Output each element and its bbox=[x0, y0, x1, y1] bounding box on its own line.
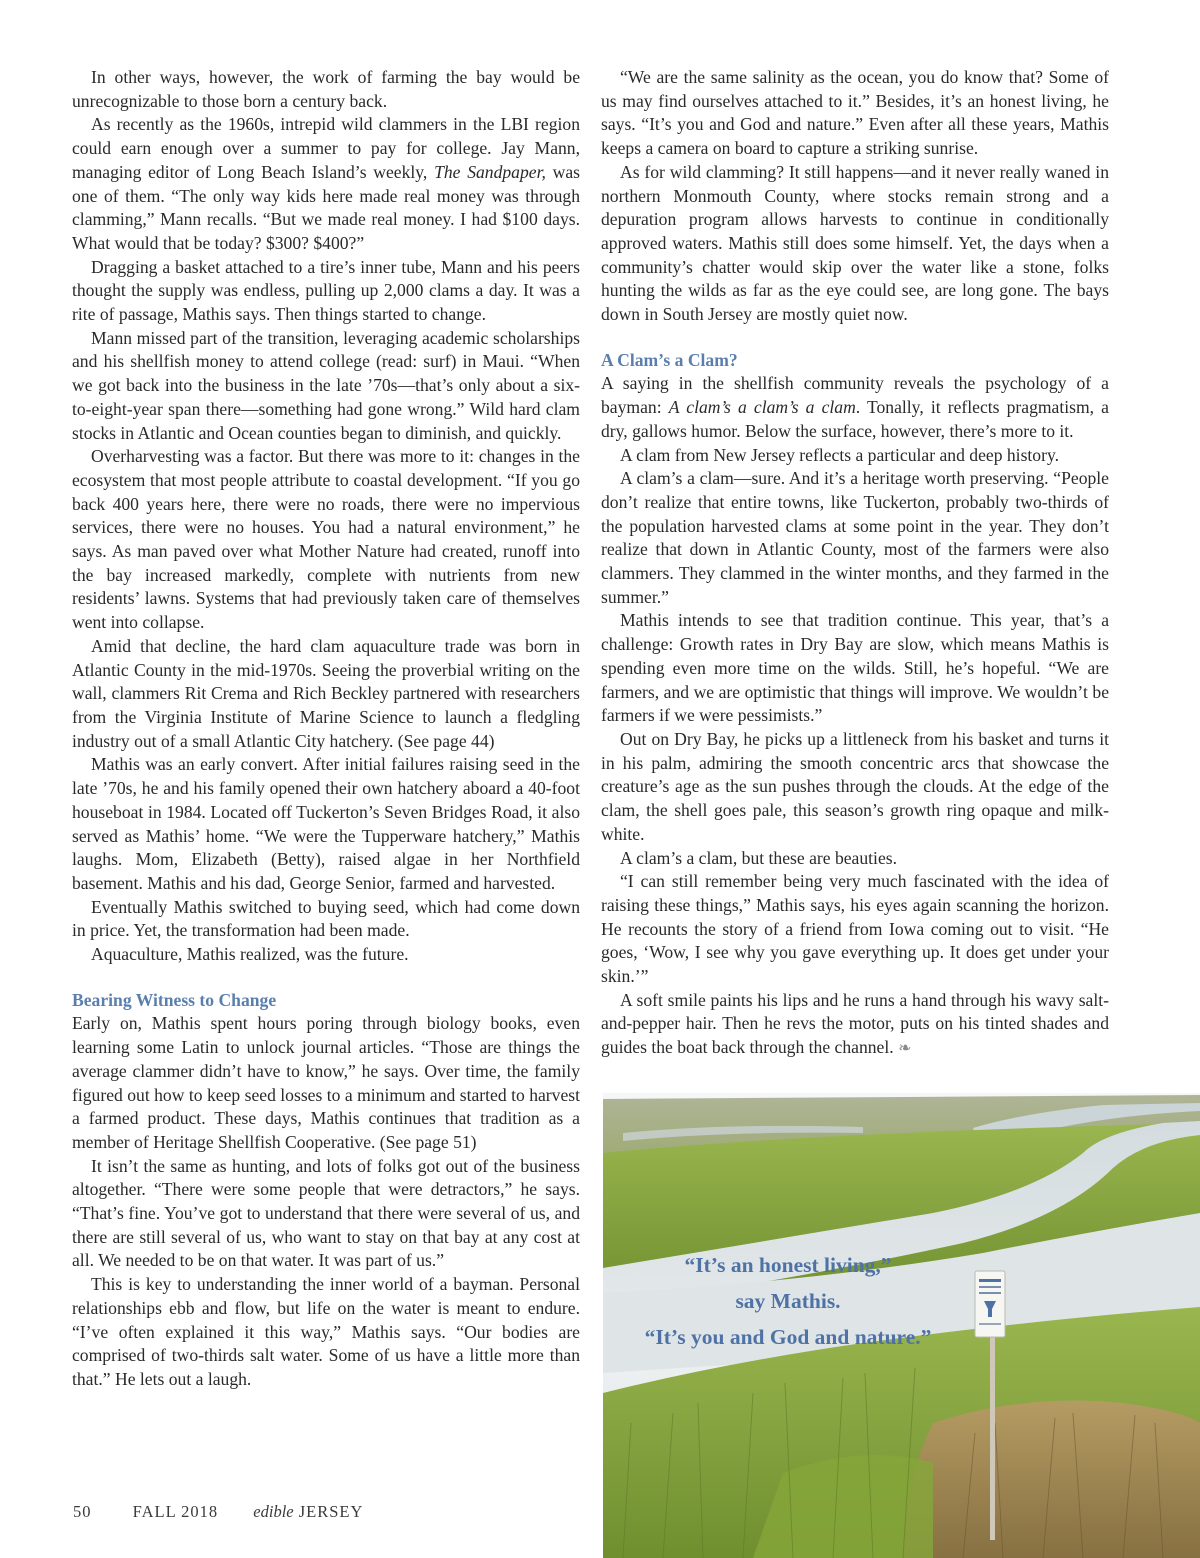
paragraph-text: As recently as the 1960s, intrepid wild clammers in the LBI region could earn enough over a summer to pay for college. Jay Mann, managing editor of Long Beach Island’s weekly, bbox=[72, 114, 580, 182]
page-footer bbox=[73, 1502, 363, 1522]
magazine-name: JERSEY bbox=[298, 1502, 364, 1521]
paragraph-text: . Tonally, it reflects pragmatism, a dry, gallows humor. Below the surface, however, there’s more to it. bbox=[601, 397, 1109, 441]
pull-quote bbox=[618, 1247, 958, 1355]
paragraph bbox=[72, 113, 580, 255]
pull-quote-line: “It’s an honest living,” bbox=[684, 1253, 892, 1277]
paragraph-text: A saying in the shellfish community reveals the psychology of a bayman: bbox=[601, 373, 1109, 418]
paragraph bbox=[601, 372, 1109, 443]
page-number: 50 bbox=[73, 1502, 92, 1521]
paragraph: A clam from New Jersey reflects a particular and deep history. bbox=[620, 444, 1060, 465]
paragraph bbox=[601, 989, 1109, 1061]
paragraph: Overharvesting was a factor. But there was more to it: changes in the ecosystem that most people attribute to coastal development. “If you go back 400 years here, there were no roads, there were no impervious services, there were no houses. You had a natural environment,” he says. As man paved over what Mother Nature had created, runoff into the bay increased markedly, complete with nutrients from new residents’ lawns. Systems that had previously taken care of themselves went into collapse. bbox=[72, 446, 580, 633]
sign-post bbox=[990, 1325, 995, 1540]
publication-title: The Sandpaper, bbox=[434, 161, 546, 182]
paragraph: Mathis intends to see that tradition continue. This year, that’s a challenge: Growth rates in Dry Bay are slow, which means Mathis is spending even more time on the wilds. Still, he’s hopeful. “We are farmers, and we are optimistic that things will improve. We wouldn’t be farmers if we were pessimists.” bbox=[601, 610, 1109, 726]
paragraph: Out on Dry Bay, he picks up a littleneck from his basket and turns it in his palm, admiring the smooth concentric arcs that showcase the creature’s age as the sun pushes through the clouds. At the edge of the clam, the shell goes pale, this season’s growth ring opaque and milk-white. bbox=[601, 728, 1109, 844]
pull-quote-line: say Mathis. bbox=[735, 1289, 841, 1313]
paragraph: A clam’s a clam—sure. And it’s a heritage worth preserving. “People don’t realize that entire towns, like Tuckerton, probably two-thirds of the population harvested clams at some point in the year. They don’t realize that down in Atlantic County, most of the farmers were also clammers. They clammed in the winter months, and they farmed in the summer.” bbox=[601, 468, 1109, 607]
paragraph: “We are the same salinity as the ocean, you do know that? Some of us may find ourselves attached to it.” Besides, it’s an honest living, he says. “It’s you and God and nature.” Even after all these years, Mathis keeps a camera on board to capture a striking sunrise. bbox=[601, 67, 1109, 159]
paragraph: Amid that decline, the hard clam aquaculture trade was born in Atlantic County in the mid-1970s. Seeing the proverbial writing on the wall, clammers Rit Crema and Rich Beckley partnered with researchers from the Virginia Institute of Marine Science to launch a fledgling industry out of a small Atlantic City hatchery. (See page 44) bbox=[72, 635, 580, 751]
issue-label: FALL 2018 bbox=[132, 1502, 219, 1521]
paragraph: As for wild clamming? It still happens—and it never really waned in northern Monmouth County, where stocks remain strong and a depuration program allows harvests to continue in conditionally approved waters. Mathis still does some himself. Yet, the days when a community’s chatter would skip over the water like a stone, folks hunting the wilds as far as the eye could see, are long gone. The bays down in South Jersey are mostly quiet now. bbox=[601, 161, 1109, 325]
paragraph: This is key to understanding the inner world of a bayman. Personal relationships ebb and flow, but life on the water is meant to endure. “I’ve often explained it this way,” Mathis says. “Our bodies are comprised of two-thirds salt water. Some of us have a little more than that.” He lets out a laugh. bbox=[72, 1274, 580, 1389]
paragraph: Mann missed part of the transition, leveraging academic scholarships and his shellfish money to attend college (read: surf) in Maui. “When we got back into the business in the late ’70s—that’s only about a six-to-eight-year span there—something had gone wrong.” Wild hard clam stocks in Atlantic and Ocean counties began to diminish, and quickly. bbox=[72, 327, 580, 443]
magazine-name-italic: edible bbox=[253, 1502, 294, 1521]
paragraph: Aquaculture, Mathis realized, was the future. bbox=[91, 944, 409, 965]
paragraph: Early on, Mathis spent hours poring through biology books, even learning some Latin to unlock journal articles. “Those are things the average clammer didn’t have to know,” he says. Over time, the family figured out how to keep seed losses to a minimum and started to harvest a farmed product. These days, Mathis continues that tradition as a member of Heritage Shellfish Cooperative. (See page 51) bbox=[72, 1013, 580, 1152]
section-heading: A Clam’s a Clam? bbox=[601, 349, 738, 370]
paragraph-text: was one of them. “The only way kids here made real money was through clamming,” Mann recalls. “But we made real money. I had $100 days. What would that be today? $300? $400?” bbox=[72, 161, 580, 253]
saying: A clam’s a clam’s a clam bbox=[668, 397, 856, 418]
paragraph: “I can still remember being very much fascinated with the idea of raising these things,” Mathis says, his eyes again scanning the horizon. He recounts the story of a friend from Iowa coming out to visit. “He goes, ‘Wow, I see why you gave everything up. It does get under your skin.’” bbox=[601, 871, 1109, 987]
paragraph: It isn’t the same as hunting, and lots of folks got out of the business altogether. “There were some people that were detractors,” he says. “That’s fine. You’ve got to understand that there were several of us, and there are still several of us, who want to stay on that bay at any cost at all. We needed to be on that water. It was part of us.” bbox=[72, 1155, 580, 1271]
paragraph: Eventually Mathis switched to buying seed, which had come down in price. Yet, the transformation had been made. bbox=[72, 896, 580, 941]
paragraph: Dragging a basket attached to a tire’s inner tube, Mann and his peers thought the supply was endless, pulling up 2,000 clams a day. It was a rite of passage, Mathis says. Then things started to change. bbox=[72, 256, 580, 325]
fleuron-icon: ❧ bbox=[898, 1040, 912, 1058]
article-column-left bbox=[72, 66, 580, 1392]
article-column-right bbox=[601, 66, 1109, 1061]
paragraph: In other ways, however, the work of farming the bay would be unrecognizable to those born a century back. bbox=[72, 67, 580, 111]
paragraph: A clam’s a clam, but these are beauties. bbox=[620, 847, 897, 868]
section-heading: Bearing Witness to Change bbox=[72, 989, 277, 1010]
paragraph: Mathis was an early convert. After initial failures raising seed in the late ’70s, he and his family opened their own hatchery aboard a 40-foot houseboat in 1984. Located off Tuckerton’s Seven Bridges Road, it also served as Mathis’ home. “We were the Tupperware hatchery,” Mathis laughs. Mom, Elizabeth (Betty), raised algae in her Northfield basement. Mathis and his dad, George Senior, farmed and harvested. bbox=[72, 754, 580, 893]
paragraph-text: A soft smile paints his lips and he runs a hand through his wavy salt-and-pepper hair. Then he revs the motor, puts on his tinted shades and guides the boat back through the channel. bbox=[601, 989, 1109, 1058]
pull-quote-line: “It’s you and God and nature.” bbox=[644, 1325, 932, 1349]
